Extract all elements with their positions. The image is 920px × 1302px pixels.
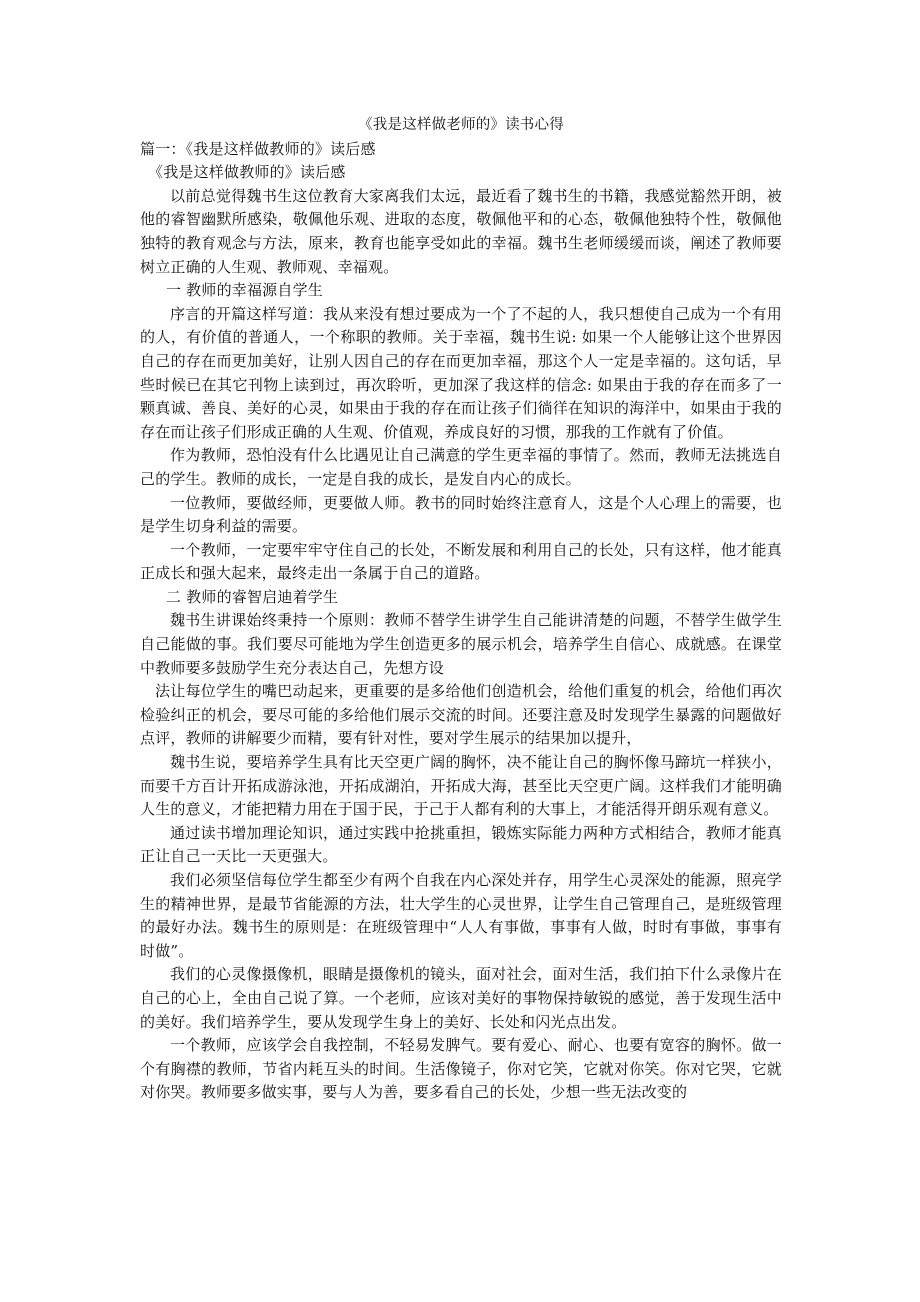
paragraph: 法让每位学生的嘴巴动起来，更重要的是多给他们创造机会，给他们重复的机会，给他们再次检验纠正的机会，要尽可能的多给他们展示交流的时间。还要注意及时发现学生暴露的问题做好点评，教师的讲解要少而精，要有针对性，要对学生展示的结果加以提升， xyxy=(140,682,782,748)
document-title: 《我是这样做老师的》读书心得 xyxy=(358,117,564,133)
paragraph: 魏书生说，要培养学生具有比天空更广阔的胸怀，决不能让自己的胸怀像马蹄坑一样狭小，而要千方百计开拓成游泳池，开拓成湖泊，开拓成大海，甚至比天空更广阔。这样我们才能明确人生的意义，才能把精力用在于国于民，于己于人都有利的大事上，才能活得开朗乐观有意义。 xyxy=(140,753,782,819)
paragraph: 一个教师，一定要牢牢守住自己的长处，不断发展和利用自己的长处，只有这样，他才能真正成长和强大起来，最终走出一条属于自己的道路。 xyxy=(140,540,782,583)
paragraph: 通过读书增加理论知识，通过实践中抢挑重担，锻炼实际能力两种方式相结合，教师才能真正让自己一天比一天更强大。 xyxy=(140,823,782,866)
paragraph: 一个教师，应该学会自我控制，不轻易发脾气。要有爱心、耐心、也要有宽容的胸怀。做一个有胸襟的教师，节省内耗互头的时间。生活像镜子，你对它笑，它就对你笑。你对它哭，它就对你哭。教师要多做实事，要与人为善，要多看自己的长处，少想一些无法改变的 xyxy=(140,1036,782,1102)
section-heading: 二 教师的睿智启迪着学生 xyxy=(166,587,339,606)
paragraph: 我们必须坚信每位学生都至少有两个自我在内心深处并存，用学生心灵深处的能源，照亮学生的精神世界，是最节省能源的方法，壮大学生的心灵世界，让学生自己管理自己，是班级管理的最好办法。魏书生的原则是：在班级管理中“人人有事做，事事有人做，时时有事做，事事有时做”。 xyxy=(140,871,782,960)
paragraph: 以前总觉得魏书生这位教育大家离我们太远，最近看了魏书生的书籍，我感觉豁然开朗，被他的睿智幽默所感染，敬佩他乐观、进取的态度，敬佩他平和的心态，敬佩他独特个性，敬佩他独特的教育观念与方法，原来，教育也能享受如此的幸福。魏书生老师缓缓而谈，阐述了教师要树立正确的人生观、教师观、幸福观。 xyxy=(140,186,782,276)
section-heading: 一 教师的幸福源自学生 xyxy=(166,281,323,300)
paragraph: 我们的心灵像摄像机，眼睛是摄像机的镜头，面对社会，面对生活，我们拍下什么录像片在自己的心上，全由自己说了算。一个老师，应该对美好的事物保持敏锐的感觉，善于发现生活中的美好。我们培养学生，要从发现学生身上的美好、长处和闪光点出发。 xyxy=(140,965,782,1031)
paragraph: 一位教师，要做经师，更要做人师。教书的同时始终注意育人，这是个人心理上的需要，也是学生切身利益的需要。 xyxy=(140,493,782,536)
sub-title: 《我是这样做教师的》读后感 xyxy=(148,163,346,182)
part-title: 篇一：《我是这样做教师的》读后感 xyxy=(140,139,376,158)
document-body xyxy=(140,110,782,1105)
paragraph: 序言的开篇这样写道：我从来没有想过要成为一个了不起的人，我只想使自己成为一个有用的人，有价值的普通人，一个称职的教师。关于幸福，魏书生说: 如果一个人能够让这个世界因自己的存在而更加美好，让别人因自己的存在而更加幸福，那这个人一定是幸福的。这句话，早些时候已在其它刊物上读到过，再次聆听，更加深了我这样的信念: 如果由于我的存在而多了一颗真诚、善良、美好的心灵，如果由于我的存在而让孩子们徜徉在知识的海洋中，如果由于我的存在而让孩子们形成正确的人生观、价值观，养成良好的习惯，那我的工作就有了价值。 xyxy=(140,304,782,441)
paragraph: 作为教师，恐怕没有什么比遇见让自己满意的学生更幸福的事情了。然而，教师无法挑选自己的学生。教师的成长，一定是自我的成长，是发自内心的成长。 xyxy=(140,446,782,488)
paragraph: 魏书生讲课始终秉持一个原则：教师不替学生讲学生自己能讲清楚的问题，不替学生做学生自己能做的事。我们要尽可能地为学生创造更多的展示机会，培养学生自信心、成就感。在课堂中教师要多鼓励学生充分表达自己，先想方设 xyxy=(140,611,782,677)
